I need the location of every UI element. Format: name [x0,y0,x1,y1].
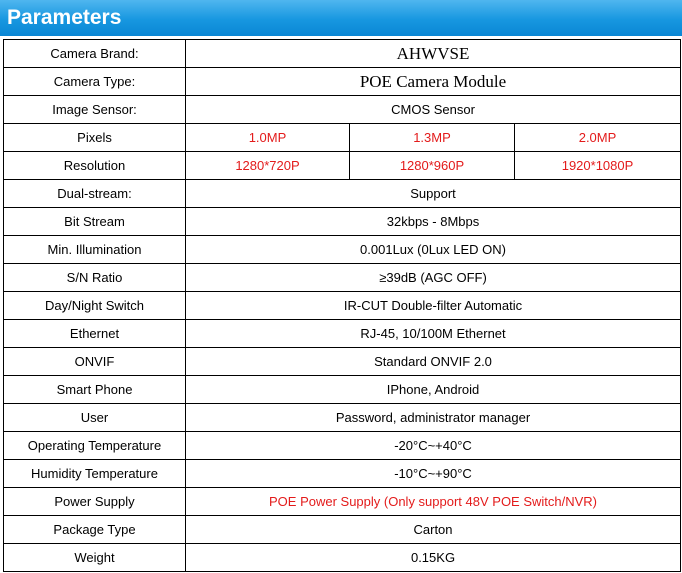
param-value: POE Power Supply (Only support 48V POE Switch/NVR) [186,488,681,516]
row-weight [4,544,681,572]
param-value: -20°C~+40°C [186,432,681,460]
resolution-option-3: 1920*1080P [515,152,681,180]
param-value: Carton [186,516,681,544]
param-label: ONVIF [4,348,186,376]
parameters-table [3,39,681,572]
param-label: Camera Type: [4,68,186,96]
param-label: Weight [4,544,186,572]
param-value: Support [186,180,681,208]
param-value: Standard ONVIF 2.0 [186,348,681,376]
row-camera-type [4,68,681,96]
row-image-sensor [4,96,681,124]
param-label: Min. Illumination [4,236,186,264]
param-label: Dual-stream: [4,180,186,208]
param-label: Bit Stream [4,208,186,236]
pixels-option-2: 1.3MP [350,124,515,152]
row-resolution [4,152,681,180]
param-label: Day/Night Switch [4,292,186,320]
param-value: AHWVSE [186,40,681,68]
row-power-supply [4,488,681,516]
param-value: IR-CUT Double-filter Automatic [186,292,681,320]
row-smart-phone [4,376,681,404]
param-label: S/N Ratio [4,264,186,292]
param-value: -10°C~+90°C [186,460,681,488]
param-label: Operating Temperature [4,432,186,460]
param-value: POE Camera Module [186,68,681,96]
row-ethernet [4,320,681,348]
row-sn-ratio [4,264,681,292]
param-value: RJ-45, 10/100M Ethernet [186,320,681,348]
row-min-illumination [4,236,681,264]
pixels-option-3: 2.0MP [515,124,681,152]
row-day-night-switch [4,292,681,320]
row-user [4,404,681,432]
param-label: Ethernet [4,320,186,348]
param-value: 0.15KG [186,544,681,572]
row-humidity-temperature [4,460,681,488]
row-package-type [4,516,681,544]
param-label: Camera Brand: [4,40,186,68]
param-label: User [4,404,186,432]
pixels-option-1: 1.0MP [186,124,350,152]
param-label: Package Type [4,516,186,544]
resolution-option-2: 1280*960P [350,152,515,180]
row-camera-brand [4,40,681,68]
row-onvif [4,348,681,376]
param-label: Image Sensor: [4,96,186,124]
row-operating-temperature [4,432,681,460]
param-label: Resolution [4,152,186,180]
param-value: CMOS Sensor [186,96,681,124]
param-value: IPhone, Android [186,376,681,404]
param-label: Pixels [4,124,186,152]
resolution-option-1: 1280*720P [186,152,350,180]
parameters-header [0,0,682,36]
param-value: 32kbps - 8Mbps [186,208,681,236]
param-label: Smart Phone [4,376,186,404]
param-value: Password, administrator manager [186,404,681,432]
header-title: Parameters [7,6,122,29]
param-value: 0.001Lux (0Lux LED ON) [186,236,681,264]
param-value: ≥39dB (AGC OFF) [186,264,681,292]
row-pixels [4,124,681,152]
row-bit-stream [4,208,681,236]
row-dual-stream [4,180,681,208]
param-label: Power Supply [4,488,186,516]
param-label: Humidity Temperature [4,460,186,488]
